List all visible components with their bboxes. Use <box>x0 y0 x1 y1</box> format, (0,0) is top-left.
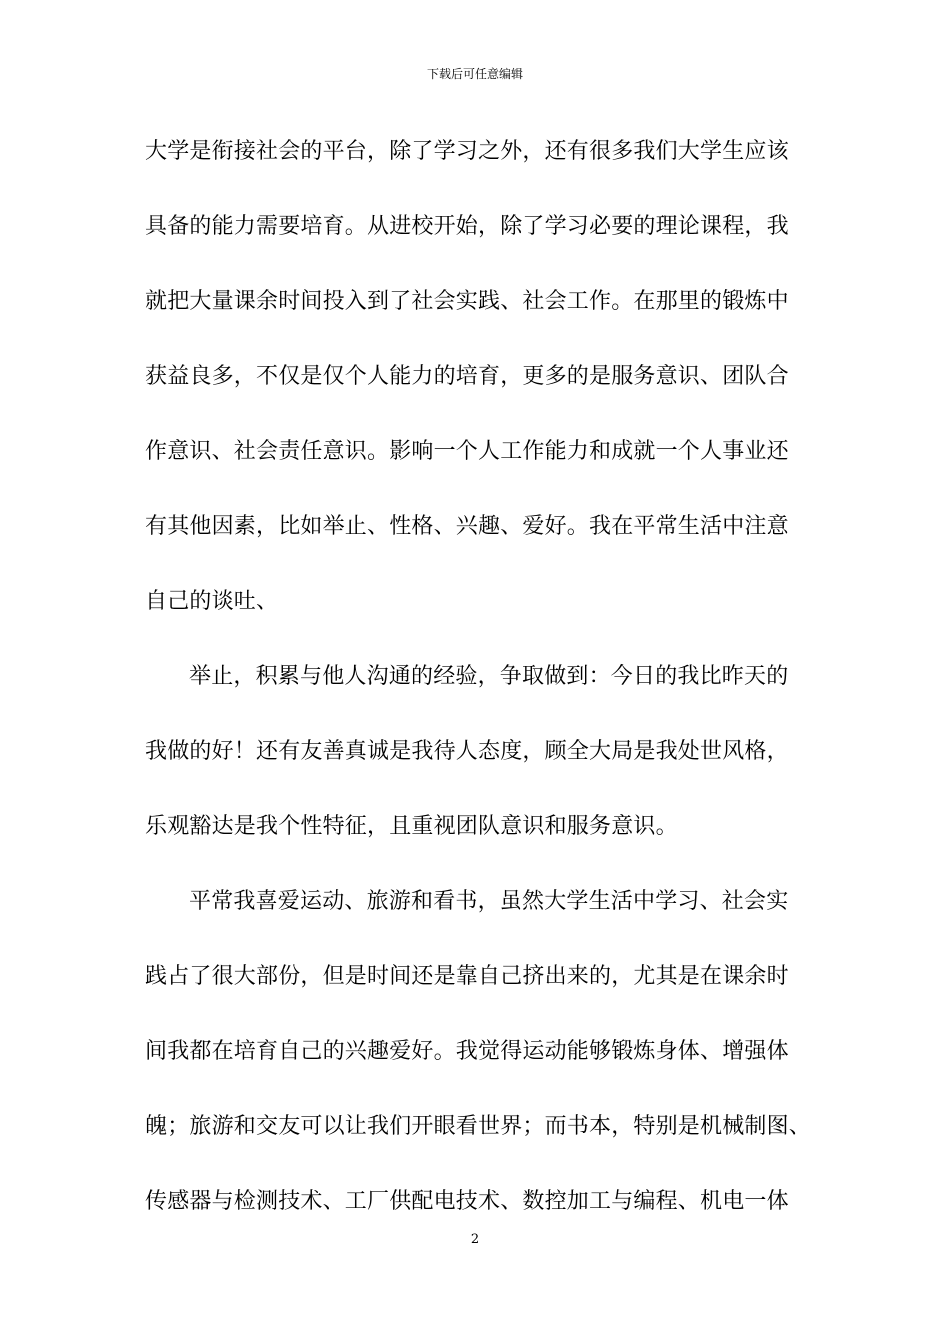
text-line: 自己的谈吐、 <box>145 589 279 614</box>
text-line: 就把大量课余时间投入到了社会实践、社会工作。在那里的锻炼中 <box>145 289 789 314</box>
text-line: 践占了很大部份，但是时间还是靠自己挤出来的，尤其是在课余时 <box>145 964 789 989</box>
page-number: 2 <box>470 1232 480 1247</box>
text-line: 传感器与检测技术、工厂供配电技术、数控加工与编程、机电一体 <box>145 1189 789 1214</box>
text-line: 魄；旅游和交友可以让我们开眼看世界；而书本，特别是机械制图、 <box>145 1114 812 1139</box>
text-line: 具备的能力需要培育。从进校开始，除了学习必要的理论课程，我 <box>145 214 789 239</box>
text-line: 大学是衔接社会的平台，除了学习之外，还有很多我们大学生应该 <box>145 139 789 164</box>
body-text <box>145 114 825 1239</box>
paragraph-first-line: 举止，积累与他人沟通的经验，争取做到：今日的我比昨天的 <box>189 664 789 689</box>
text-line: 间我都在培育自己的兴趣爱好。我觉得运动能够锻炼身体、增强体 <box>145 1039 789 1064</box>
text-line: 获益良多，不仅是仅个人能力的培育，更多的是服务意识、团队合 <box>145 364 789 389</box>
text-line: 乐观豁达是我个性特征，且重视团队意识和服务意识。 <box>145 814 678 839</box>
text-line: 有其他因素，比如举止、性格、兴趣、爱好。我在平常生活中注意 <box>145 514 789 539</box>
text-line: 作意识、社会责任意识。影响一个人工作能力和成就一个人事业还 <box>145 439 789 464</box>
text-line: 我做的好！还有友善真诚是我待人态度，顾全大局是我处世风格， <box>145 739 789 764</box>
paragraph-first-line: 平常我喜爱运动、旅游和看书，虽然大学生活中学习、社会实 <box>189 889 789 914</box>
page-header: 下载后可任意编辑 <box>426 67 523 81</box>
